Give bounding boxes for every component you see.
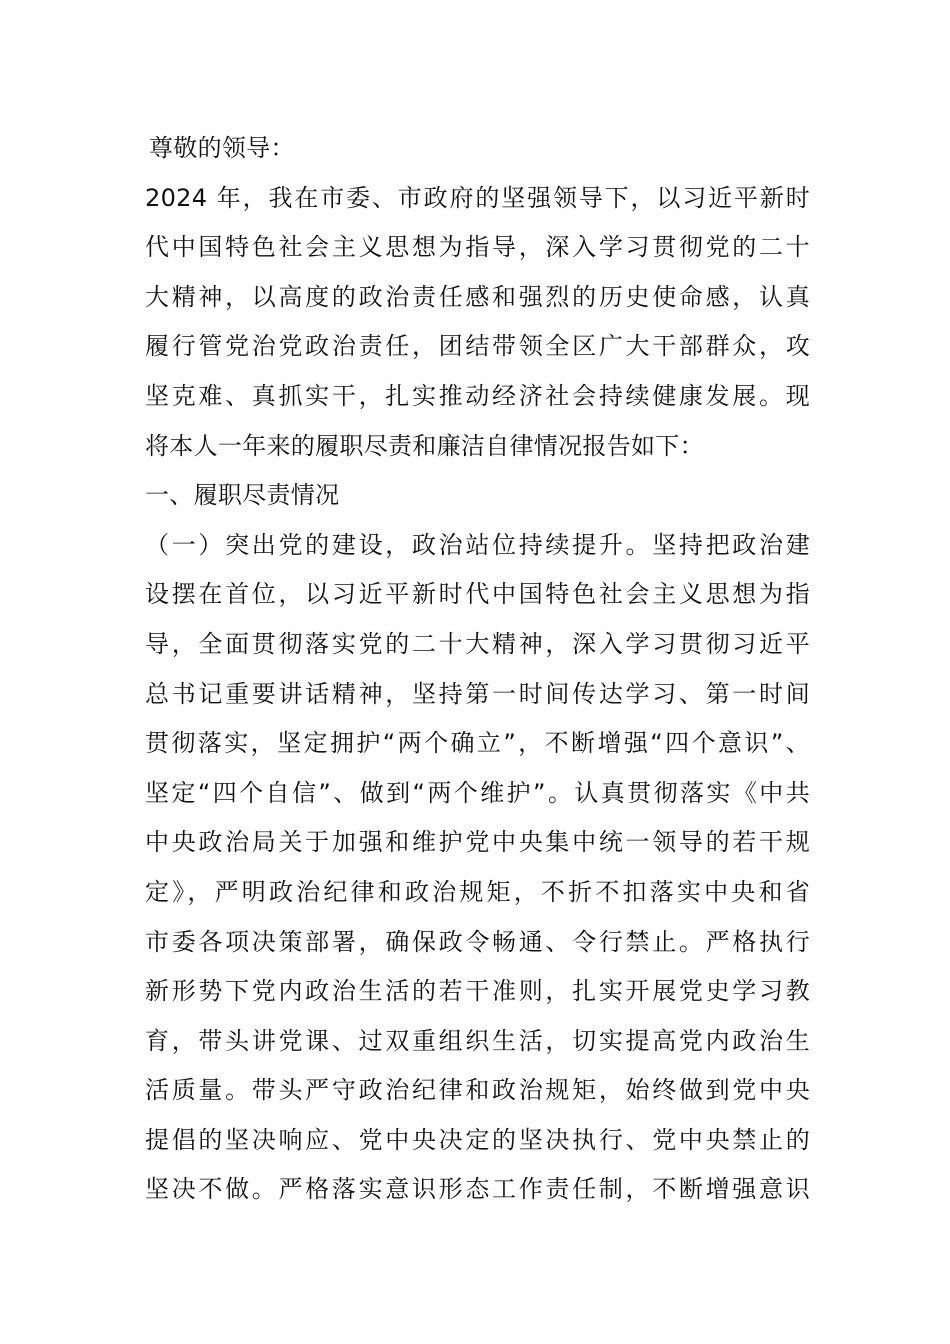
paragraph-line: 提倡的坚决响应、党中央决定的坚决执行、党中央禁止的 — [145, 1125, 810, 1154]
paragraph-line: 贯彻落实，坚定拥护“两个确立”，不断增强“四个意识”、 — [145, 729, 810, 758]
paragraph-line: 大精神，以高度的政治责任感和强烈的历史使命感，认真 — [145, 282, 810, 311]
paragraph-line: 将本人一年来的履职尽责和廉洁自律情况报告如下： — [145, 431, 704, 460]
paragraph-line: 履行管党治党政治责任，团结带领全区广大干部群众，攻 — [145, 332, 810, 361]
document-body — [145, 124, 810, 1215]
paragraph-line: 市委各项决策部署，确保政令畅通、令行禁止。严格执行 — [145, 927, 810, 956]
paragraph-line: 活质量。带头严守政治纪律和政治规矩，始终做到党中央 — [145, 1076, 810, 1105]
paragraph-line: 总书记重要讲话精神，坚持第一时间传达学习、第一时间 — [145, 679, 810, 708]
salutation: 尊敬的领导： — [149, 134, 295, 162]
paragraph-line: 中央政治局关于加强和维护党中央集中统一领导的若干规 — [145, 828, 810, 857]
paragraph-line: 设摆在首位，以习近平新时代中国特色社会主义思想为指 — [145, 580, 810, 609]
paragraph-line: 坚决不做。严格落实意识形态工作责任制，不断增强意识 — [145, 1175, 810, 1204]
paragraph-line: 坚定“四个自信”、做到“两个维护”。认真贯彻落实《中共 — [145, 778, 810, 807]
paragraph-line: （一）突出党的建设，政治站位持续提升。坚持把政治建 — [145, 530, 810, 559]
paragraph-line: 坚克难、真抓实干，扎实推动经济社会持续健康发展。现 — [145, 381, 810, 410]
paragraph-line: 新形势下党内政治生活的若干准则，扎实开展党史学习教 — [145, 977, 810, 1006]
paragraph-line: 定》，严明政治纪律和政治规矩，不折不扣落实中央和省 — [145, 877, 810, 906]
paragraph-line: 代中国特色社会主义思想为指导，深入学习贯彻党的二十 — [145, 233, 810, 262]
paragraph-line: 育，带头讲党课、过双重组织生活，切实提高党内政治生 — [145, 1026, 810, 1055]
paragraph-line: 2024 年，我在市委、市政府的坚强领导下，以习近平新时 — [145, 183, 810, 212]
section-heading: 一、履职尽责情况 — [145, 481, 340, 510]
paragraph-line: 导，全面贯彻落实党的二十大精神，深入学习贯彻习近平 — [145, 629, 810, 658]
